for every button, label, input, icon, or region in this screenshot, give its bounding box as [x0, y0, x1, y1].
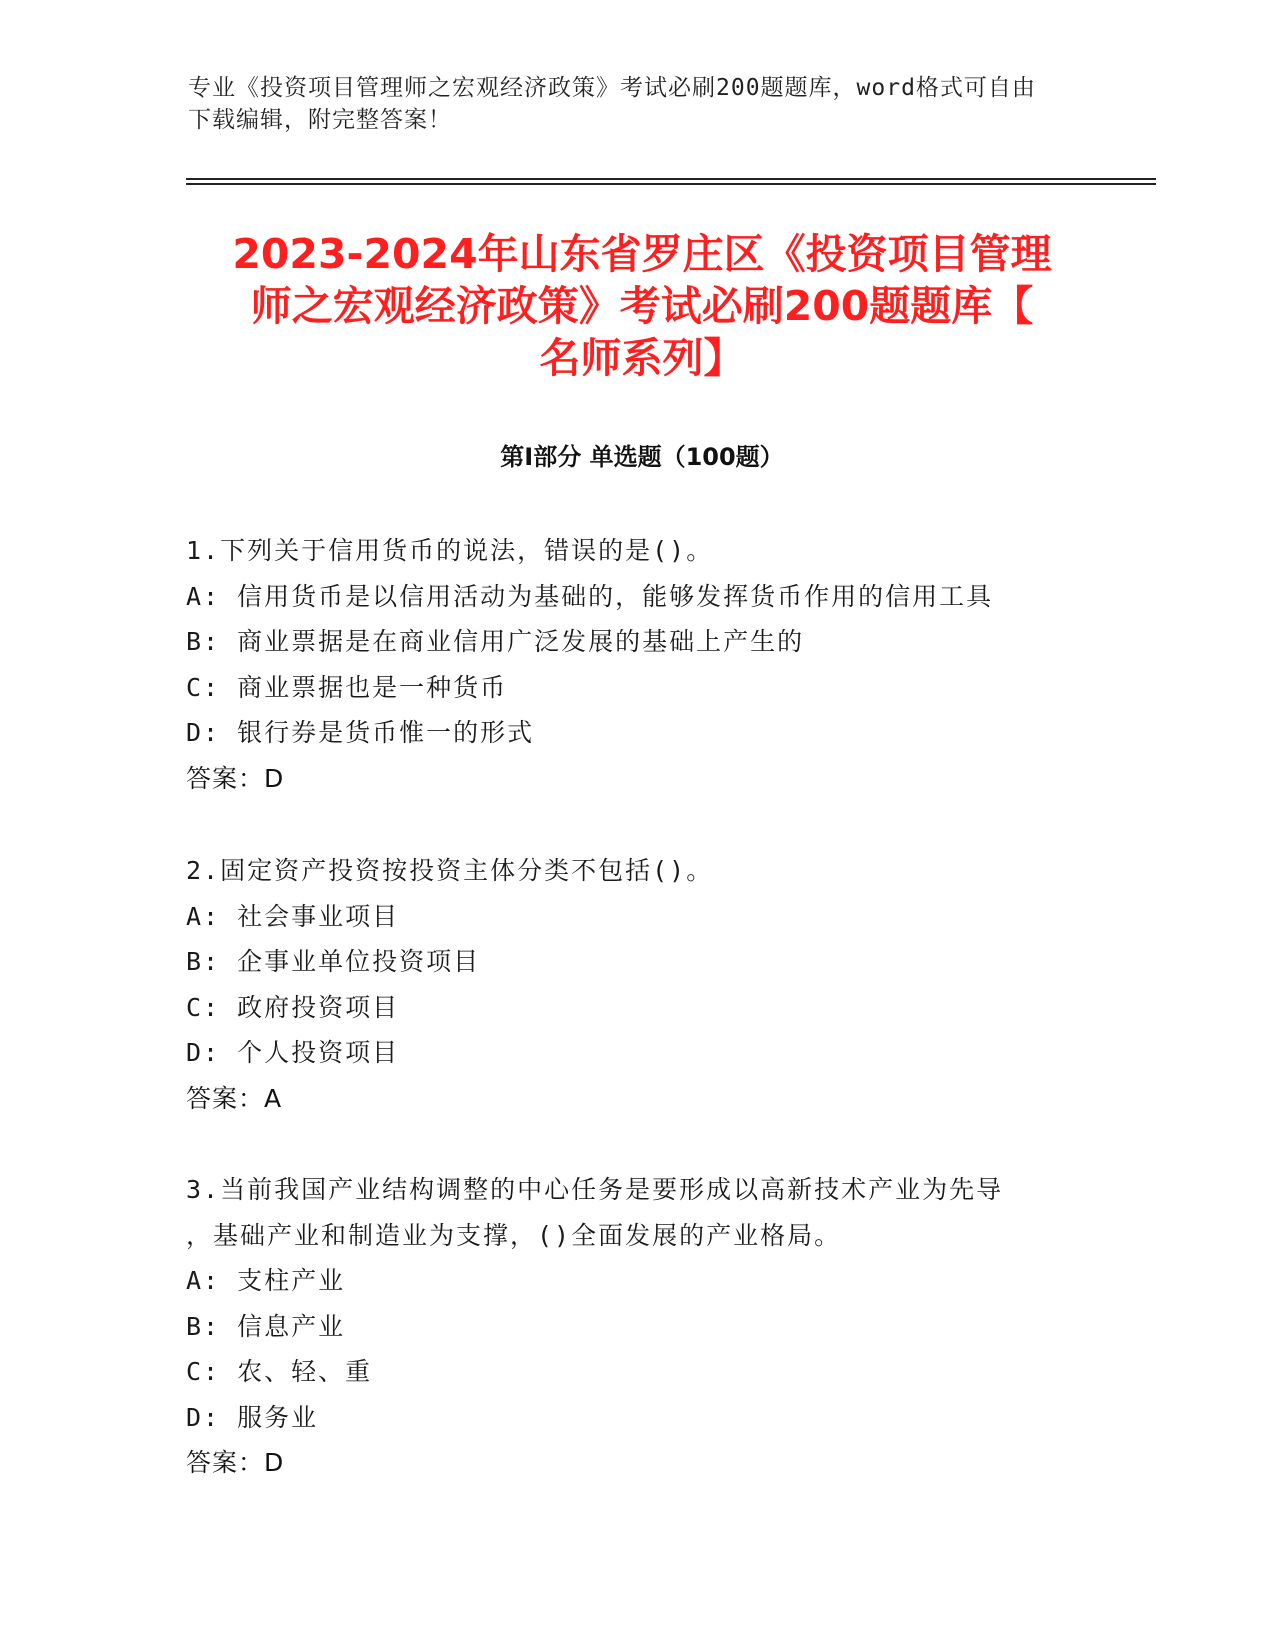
document-title-line-2: 师之宏观经济政策》考试必刷200题题库【	[250, 282, 1034, 330]
header-divider-bottom	[186, 183, 1156, 185]
question-stem: 1.下列关于信用货币的说法，错误的是()。	[186, 536, 714, 565]
option-a: A: 信用货币是以信用活动为基础的，能够发挥货币作用的信用工具	[186, 581, 994, 611]
option-b: B: 企事业单位投资项目	[186, 947, 481, 976]
question-stem-line-2: ，基础产业和制造业为支撑，()全面发展的产业格局。	[186, 1220, 842, 1250]
header-note-line-2: 下载编辑，附完整答案！	[188, 107, 452, 133]
answer: 答案：A	[186, 1083, 283, 1113]
question-2	[186, 848, 1066, 1121]
answer: 答案：D	[186, 1448, 285, 1477]
header-divider-top	[186, 178, 1156, 180]
header-note	[188, 72, 1088, 136]
document-title	[186, 228, 1098, 384]
section-heading: 第I部分 单选题（100题）	[500, 443, 784, 471]
question-stem-line-1: 3.当前我国产业结构调整的中心任务是要形成以高新技术产业为先导	[186, 1175, 1004, 1204]
option-a: A: 社会事业项目	[186, 901, 400, 931]
document-title-line-3: 名师系列】	[539, 334, 745, 382]
option-c: C: 农、轻、重	[186, 1357, 373, 1386]
option-d: D: 个人投资项目	[186, 1038, 400, 1067]
answer: 答案：D	[186, 763, 285, 793]
option-a: A: 支柱产业	[186, 1266, 346, 1295]
option-b: B: 商业票据是在商业信用广泛发展的基础上产生的	[186, 627, 805, 656]
option-d: D: 银行券是货币惟一的形式	[186, 718, 535, 747]
question-1	[186, 528, 1066, 801]
option-d: D: 服务业	[186, 1402, 319, 1432]
option-c: C: 政府投资项目	[186, 992, 400, 1022]
document-title-line-1: 2023-2024年山东省罗庄区《投资项目管理	[232, 230, 1052, 278]
option-c: C: 商业票据也是一种货币	[186, 672, 508, 702]
header-note-line-1: 专业《投资项目管理师之宏观经济政策》考试必刷200题题库，word格式可自由	[188, 75, 1036, 101]
option-b: B: 信息产业	[186, 1311, 346, 1341]
question-3	[186, 1167, 1066, 1486]
question-stem: 2.固定资产投资按投资主体分类不包括()。	[186, 856, 714, 885]
